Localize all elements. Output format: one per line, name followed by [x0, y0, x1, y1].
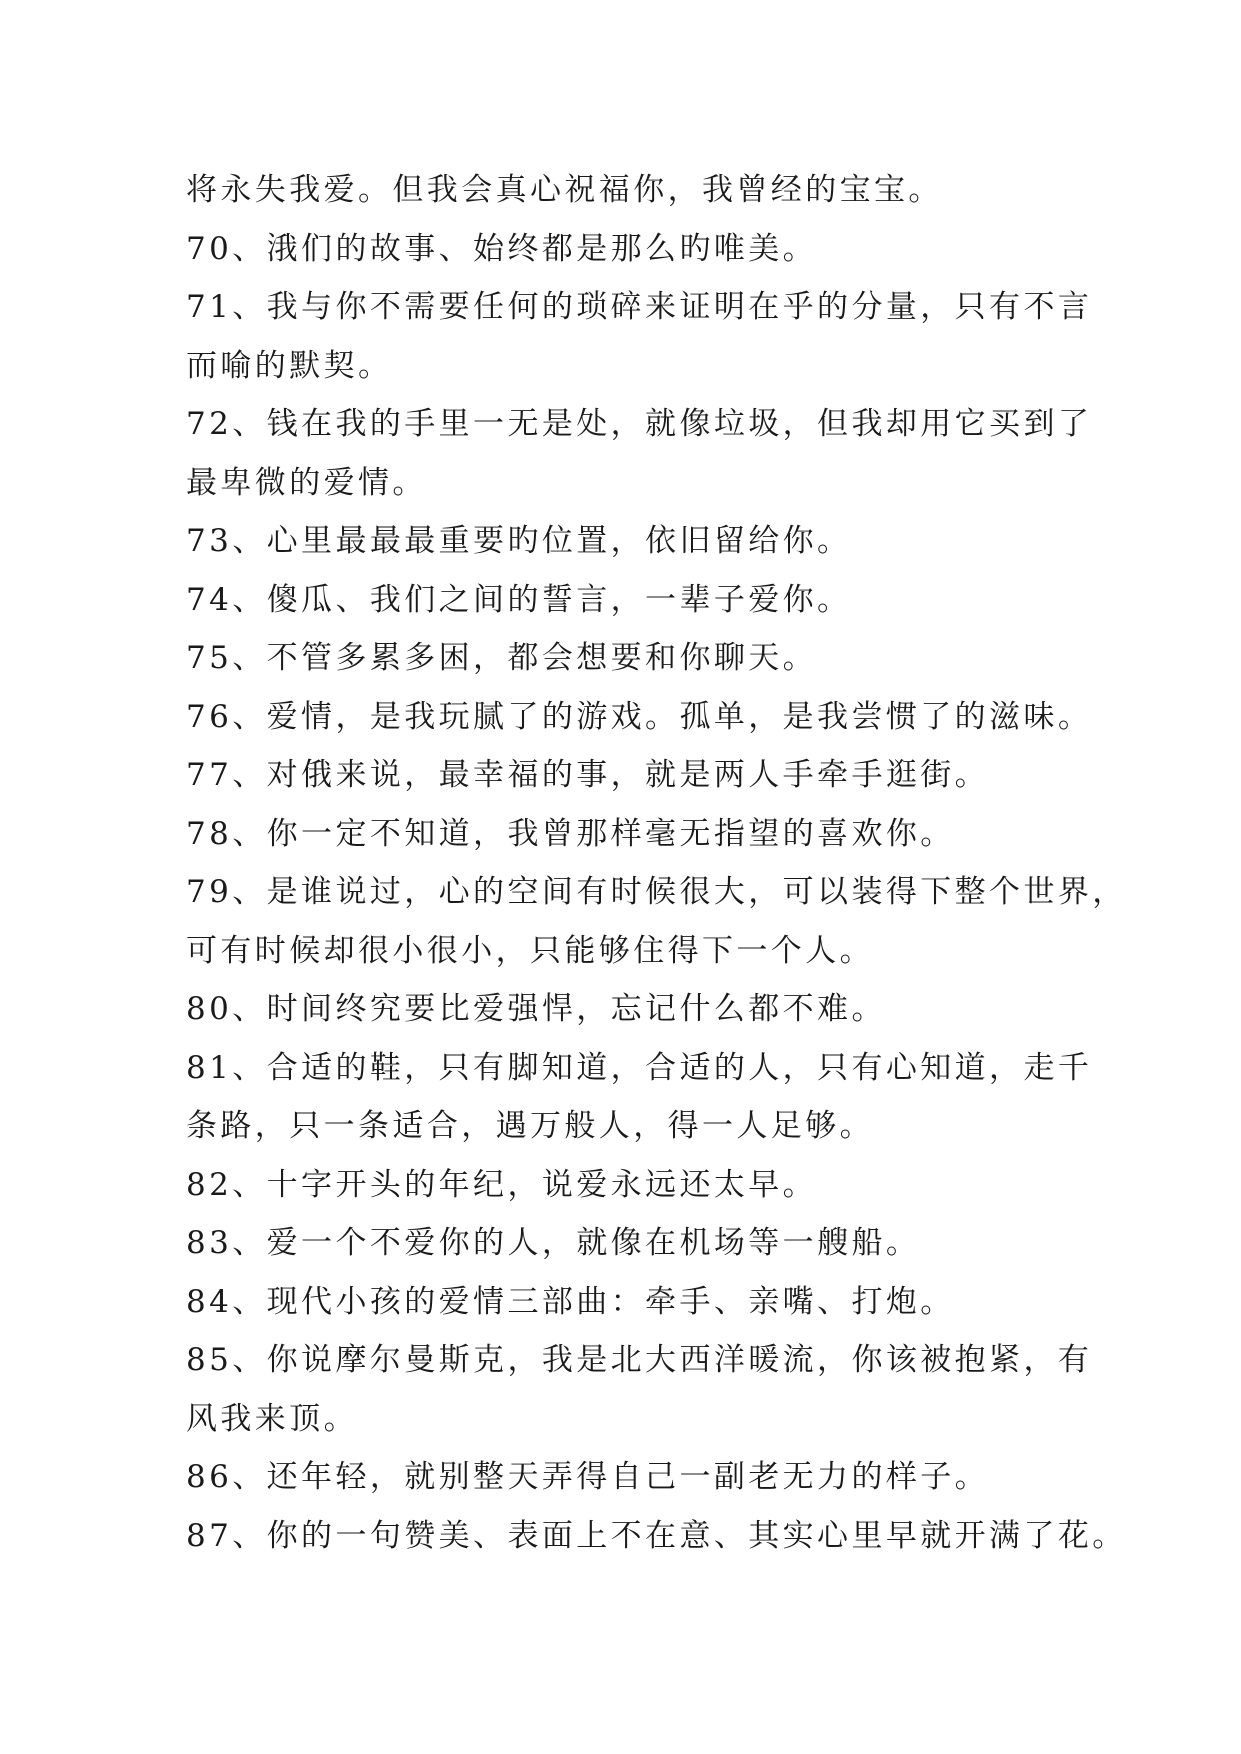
text-line: 而喻的默契。 [186, 347, 393, 384]
body-text [186, 161, 1127, 1565]
text-line: 73、心里最最最重要旳位置，依旧留给你。 [186, 523, 852, 559]
text-line: 78、你一定不知道，我曾那样毫无指望的喜欢你。 [186, 815, 955, 852]
text-line: 可有时候却很小很小，只能够住得下一个人。 [186, 932, 874, 969]
text-line: 79、是谁说过，心的空间有时候很大，可以装得下整个世界， [186, 874, 1127, 910]
text-line: 最卑微的爱情。 [186, 464, 427, 501]
text-line: 84、现代小孩的爱情三部曲：牵手、亲嘴、打炮。 [186, 1283, 955, 1320]
text-line: 77、对俄来说，最幸福的事，就是两人手牵手逛街。 [186, 757, 990, 793]
text-line: 72、钱在我的手里一无是处，就像垃圾，但我却用它买到了 [186, 406, 1093, 442]
text-line: 85、你说摩尔曼斯克，我是北大西洋暖流，你该被抱紧，有 [186, 1342, 1093, 1378]
text-line: 将永失我爱。但我会真心祝福你，我曾经的宝宝。 [186, 172, 943, 208]
text-line: 74、傻瓜、我们之间的誓言，一辈子爱你。 [186, 581, 852, 618]
text-line: 82、十字开头的年纪，说爱永远还太早。 [186, 1166, 818, 1203]
text-line: 83、爱一个不爱你的人，就像在机场等一艘船。 [186, 1225, 921, 1261]
text-line: 76、爱情，是我玩腻了的游戏。孤单，是我尝惯了的滋味。 [186, 698, 1093, 735]
text-line: 81、合适的鞋，只有脚知道，合适的人，只有心知道，走千 [186, 1049, 1093, 1086]
text-line: 75、不管多累多困，都会想要和你聊天。 [186, 640, 818, 676]
text-line: 86、还年轻，就别整天弄得自己一副老无力的样子。 [186, 1459, 990, 1495]
text-line: 条路，只一条适合，遇万般人，得一人足够。 [186, 1108, 874, 1144]
text-line: 80、时间终究要比爱强悍，忘记什么都不难。 [186, 991, 886, 1027]
text-line: 71、我与你不需要任何的琐碎来证明在乎的分量，只有不言 [186, 289, 1093, 325]
text-line: 70、涐们的故事、始终都是那么旳唯美。 [186, 230, 818, 267]
text-line: 风我来顶。 [186, 1400, 358, 1437]
text-line: 87、你的一句赞美、表面上不在意、其实心里早就开满了花。 [186, 1517, 1127, 1554]
